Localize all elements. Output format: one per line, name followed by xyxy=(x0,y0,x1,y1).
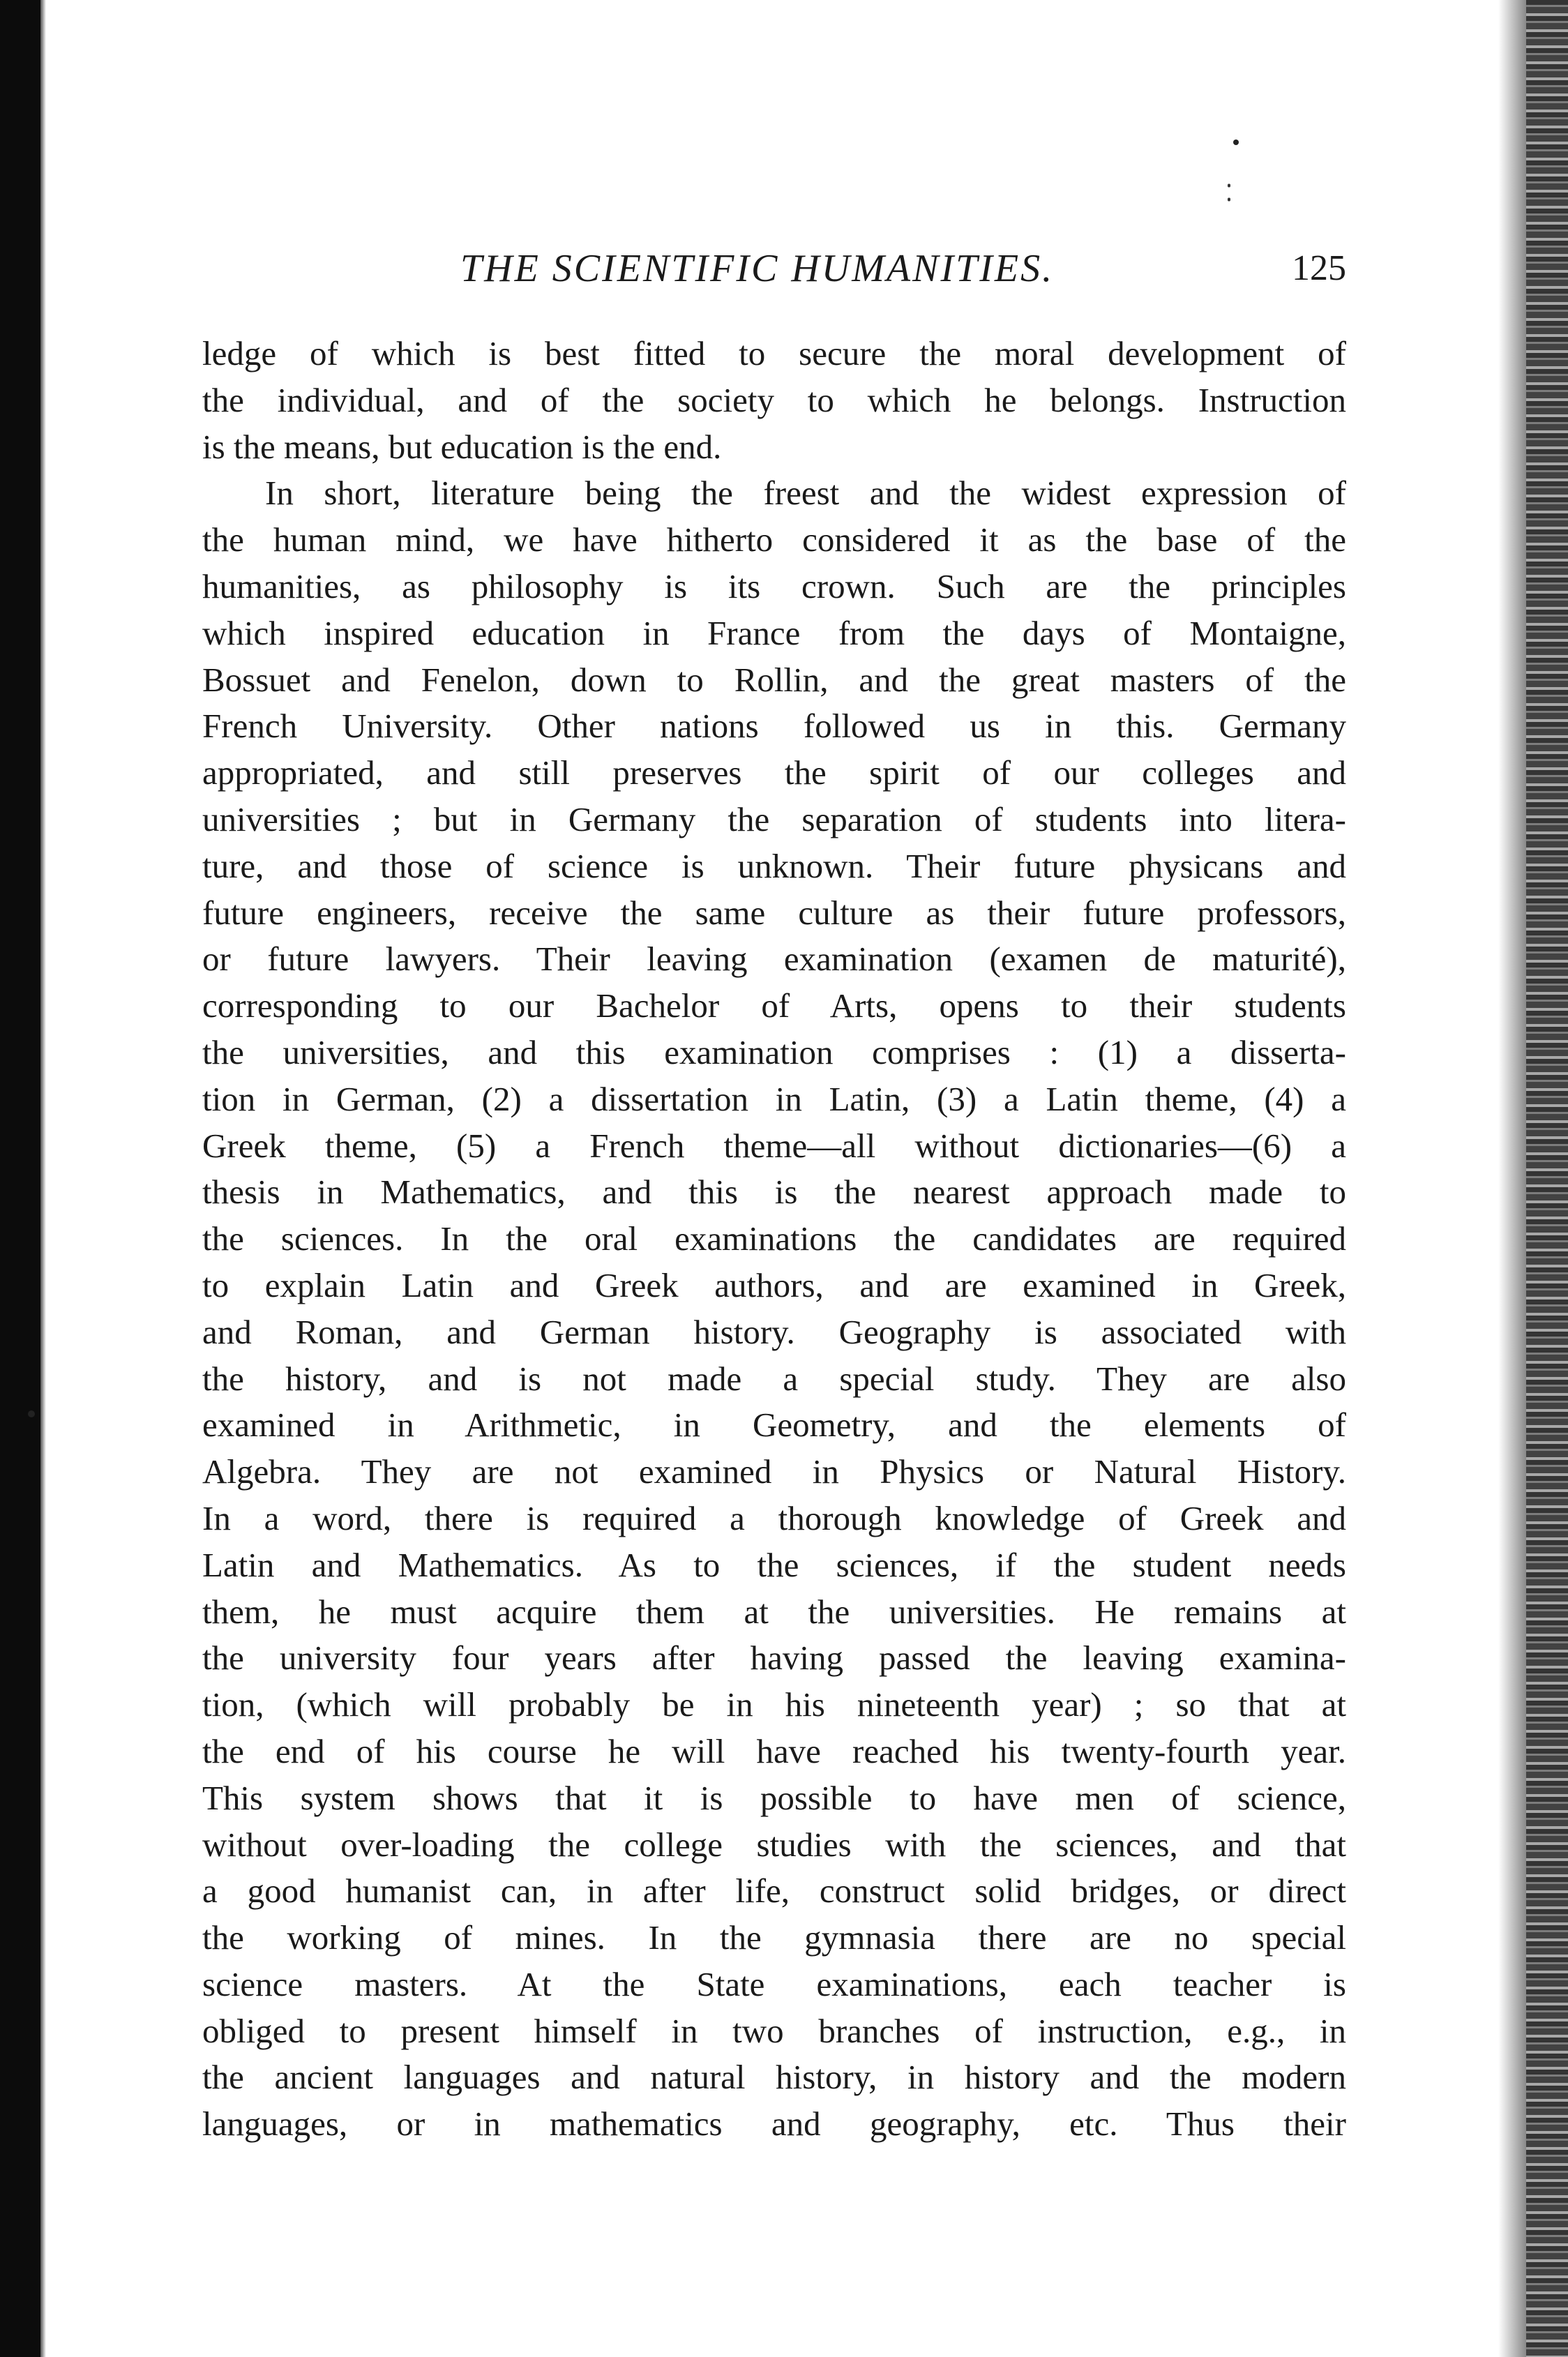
text-line: a good humanist can, in after life, construct solid bridges, or direct xyxy=(202,1872,1346,1911)
text-line: the individual, and of the society to which he belongs. Instruction xyxy=(202,380,1346,419)
text-line: Bossuet and Fenelon, down to Rollin, and the great masters of the xyxy=(202,660,1346,699)
scan-speck xyxy=(28,1410,35,1417)
text-line: science masters. At the State examinations, each teacher is xyxy=(202,1964,1346,2003)
running-title: THE SCIENTIFIC HUMANITIES. xyxy=(460,247,1055,290)
text-line: universities ; but in Germany the separation of students into litera- xyxy=(202,799,1346,838)
text-line: This system shows that it is possible to have men of science, xyxy=(202,1778,1346,1817)
text-line: is the means, but education is the end. xyxy=(202,427,722,466)
text-line: without over-loading the college studies with the sciences, and that xyxy=(202,1825,1346,1864)
scan-right-border xyxy=(1526,0,1568,2357)
text-line: the history, and is not made a special study. They are also xyxy=(202,1359,1346,1398)
scan-left-border xyxy=(0,0,40,2357)
text-line: Latin and Mathematics. As to the sciences, if the student needs xyxy=(202,1545,1346,1584)
text-line: and Roman, and German history. Geography is associated with xyxy=(202,1312,1346,1351)
text-line: tion in German, (2) a dissertation in Latin, (3) a Latin theme, (4) a xyxy=(202,1079,1346,1118)
text-line: Greek theme, (5) a French theme—all without dictionaries—(6) a xyxy=(202,1126,1346,1165)
page-header xyxy=(202,241,1346,296)
text-line: the end of his course he will have reached his twenty-fourth year. xyxy=(202,1731,1346,1770)
text-line: them, he must acquire them at the universities. He remains at xyxy=(202,1592,1346,1631)
text-line: the sciences. In the oral examinations the candidates are required xyxy=(202,1219,1346,1258)
text-line: tion, (which will probably be in his nineteenth year) ; so that at xyxy=(202,1685,1346,1724)
text-line: French University. Other nations followed us in this. Germany xyxy=(202,707,1346,746)
text-line: the human mind, we have hitherto considered it as the base of the xyxy=(202,520,1346,559)
text-line: the universities, and this examination comprises : (1) a disserta- xyxy=(202,1032,1346,1071)
text-line: corresponding to our Bachelor of Arts, opens to their students xyxy=(202,986,1346,1025)
body-text xyxy=(202,331,1346,2148)
text-line: future engineers, receive the same culture as their future professors, xyxy=(202,893,1346,932)
scan-speck xyxy=(1233,140,1239,145)
text-line: which inspired education in France from the days of Montaigne, xyxy=(202,613,1346,652)
text-line: thesis in Mathematics, and this is the nearest approach made to xyxy=(202,1173,1346,1212)
text-line: examined in Arithmetic, in Geometry, and the elements of xyxy=(202,1406,1346,1445)
text-line: obliged to present himself in two branches of instruction, e.g., in xyxy=(202,2011,1346,2050)
text-line: appropriated, and still preserves the spirit of our colleges and xyxy=(202,753,1346,792)
text-line: languages, or in mathematics and geography, etc. Thus their xyxy=(202,2104,1346,2144)
text-line: to explain Latin and Greek authors, and are examined in Greek, xyxy=(202,1265,1346,1304)
scan-speck xyxy=(1228,183,1230,204)
text-line: ledge of which is best fitted to secure the moral development of xyxy=(202,334,1346,372)
text-line: or future lawyers. Their leaving examination (examen de maturité), xyxy=(202,940,1346,979)
text-line: In a word, there is required a thorough knowledge of Greek and xyxy=(202,1498,1346,1537)
scan-left-shadow xyxy=(40,0,46,2357)
text-line: the university four years after having passed the leaving examina- xyxy=(202,1639,1346,1678)
text-line: In short, literature being the freest and the widest expression of xyxy=(265,474,1346,513)
text-line: the working of mines. In the gymnasia there are no special xyxy=(202,1918,1346,1957)
scan-right-shadow xyxy=(1498,0,1526,2357)
text-line: Algebra. They are not examined in Physics or Natural History. xyxy=(202,1452,1346,1491)
text-line: the ancient languages and natural history, in history and the modern xyxy=(202,2058,1346,2097)
page-number: 125 xyxy=(1292,248,1346,288)
text-line: humanities, as philosophy is its crown. Such are the principles xyxy=(202,566,1346,605)
text-line: ture, and those of science is unknown. Their future physicans and xyxy=(202,846,1346,885)
